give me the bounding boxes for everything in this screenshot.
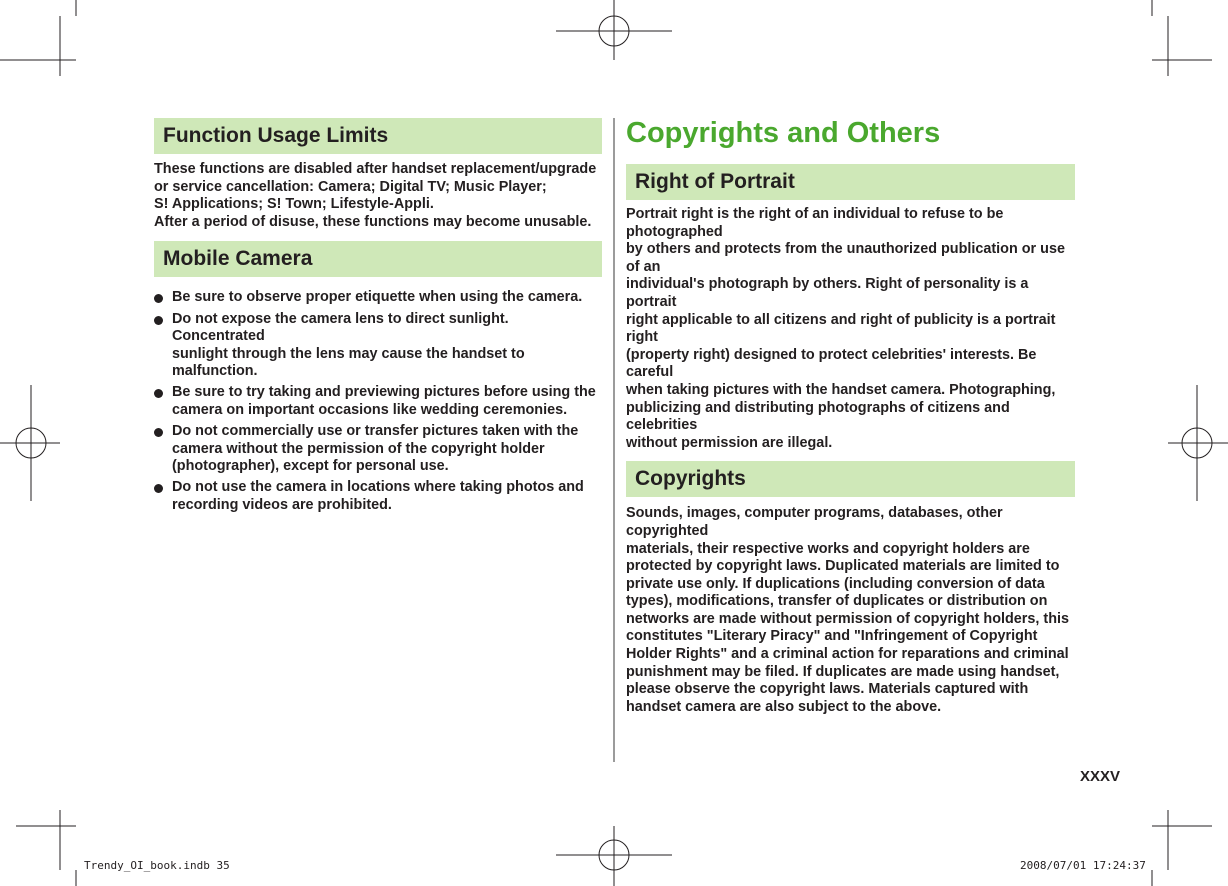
text-line: materials, their respective works and copyright holders are: [626, 540, 1030, 557]
text-line: right applicable to all citizens and right of publicity is a portrait right: [626, 311, 1056, 346]
text-line: protected by copyright laws. Duplicated materials are limited to: [626, 558, 1060, 575]
text-line: private use only. If duplications (including conversion of data: [626, 575, 1045, 592]
copyrights-heading: Copyrights: [626, 461, 1075, 497]
text-line: publicizing and distributing photographs of citizens and celebrities: [626, 399, 1010, 434]
right-column: [626, 116, 1075, 716]
left-column: [154, 118, 602, 518]
slug-date: 2008/07/01 17:24:37: [1020, 859, 1146, 872]
text-line: types), modifications, transfer of duplicates or distribution on: [626, 593, 1048, 610]
text-line: These functions are disabled after handset replacement/upgrade: [154, 161, 597, 177]
slug-file: Trendy_OI_book.indb 35: [84, 859, 230, 872]
text-line: without permission are illegal.: [626, 434, 833, 451]
list-item: Do not expose the camera lens to direct sunlight. Concentrated sunlight through the lens may cause the handset to malfunction.: [154, 311, 602, 381]
bullet-icon: [154, 484, 163, 493]
list-item: Be sure to try taking and previewing pictures before using the camera on important occasions like wedding ceremonies.: [154, 384, 602, 419]
bullet-icon: [154, 294, 163, 303]
text-line: After a period of disuse, these functions may become unusable.: [154, 213, 592, 230]
page-number: XXXV: [1079, 768, 1120, 785]
text-line: handset camera are also subject to the above.: [626, 698, 942, 715]
text-line: Sounds, images, computer programs, databases, other copyrighted: [626, 505, 1003, 539]
text-line: individual's photograph by others. Right of personality is a portrait: [626, 276, 1029, 310]
text-line: or service cancellation: Camera; Digital TV; Music Player;: [154, 178, 547, 195]
mobile-camera-heading: Mobile Camera: [154, 241, 602, 277]
portrait-heading: Right of Portrait: [626, 164, 1075, 200]
text-line: Portrait right is the right of an individual to refuse to be photographed: [626, 206, 1004, 240]
bullet-icon: [154, 389, 163, 398]
text-line: Holder Rights" and a criminal action for reparations and criminal: [626, 646, 1069, 663]
text-line: S! Applications; S! Town; Lifestyle-Appli.: [154, 196, 434, 213]
page-title: Copyrights and Others: [626, 117, 941, 149]
mobile-camera-list: [154, 289, 602, 514]
function-usage-text: [154, 161, 602, 231]
list-item: Do not use the camera in locations where taking photos and recording videos are prohibited.: [154, 479, 602, 514]
portrait-text: [626, 206, 1075, 452]
column-divider: [613, 118, 615, 762]
copyrights-text: [626, 505, 1075, 716]
text-line: when taking pictures with the handset camera. Photographing,: [626, 381, 1056, 398]
bullet-icon: [154, 428, 163, 437]
text-line: please observe the copyright laws. Materials captured with: [626, 681, 1029, 698]
function-usage-heading: Function Usage Limits: [154, 118, 602, 154]
text-line: punishment may be filed. If duplicates are made using handset,: [626, 663, 1060, 680]
text-line: (property right) designed to protect celebrities' interests. Be careful: [626, 346, 1037, 381]
text-line: networks are made without permission of copyright holders, this: [626, 610, 1069, 627]
list-item: Be sure to observe proper etiquette when using the camera.: [154, 289, 602, 306]
bullet-icon: [154, 316, 163, 325]
text-line: constitutes "Literary Piracy" and "Infringement of Copyright: [626, 628, 1038, 645]
list-item: Do not commercially use or transfer pictures taken with the camera without the permission of the copyright holder (photographer), except for personal use.: [154, 423, 602, 475]
text-line: by others and protects from the unauthorized publication or use of an: [626, 241, 1065, 275]
